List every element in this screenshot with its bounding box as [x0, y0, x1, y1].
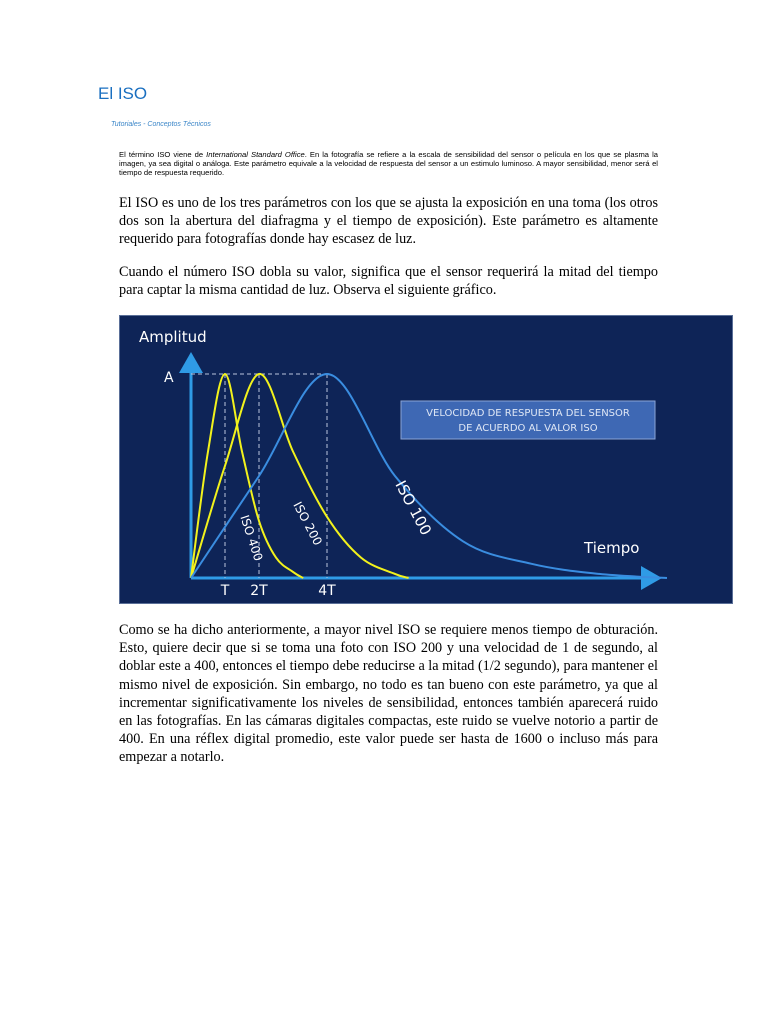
x-tick-label-4t: 4T: [318, 583, 336, 599]
chart-svg: [120, 316, 732, 603]
intro-text-start: El término ISO viene de: [119, 150, 207, 159]
x-tick-label-2t: 2T: [250, 583, 268, 599]
x-axis-label: Tiempo: [584, 539, 640, 557]
page-title: El ISO: [98, 84, 148, 103]
series-label-iso-100: ISO 100: [391, 477, 436, 539]
breadcrumb[interactable]: Tutoriales - Conceptos Técnicos: [111, 121, 211, 128]
y-axis-label: Amplitud: [139, 328, 207, 346]
curve-iso-200: [191, 374, 409, 578]
body-paragraph-1: El ISO es uno de los tres parámetros con los que se ajusta la exposición en una toma (los otros dos son la abertura del diafragma y el tiempo de exposición). Este parámetro es altamente requerido para fotografías donde hay escasez de luz.: [119, 195, 658, 248]
x-tick-label-t: T: [220, 583, 230, 599]
series-label-iso-400: ISO 400: [237, 513, 266, 563]
series-label-iso-200: ISO 200: [290, 499, 325, 548]
intro-paragraph: [119, 150, 658, 177]
legend-text-line-1: VELOCIDAD DE RESPUESTA DEL SENSOR: [426, 408, 630, 419]
intro-text-end: . En la fotografía se refiere a la escala de sensibilidad del sensor o película en los que se plasma la imagen, ya sea digital o análoga. Este parámetro equivale a la velocidad de respuesta del sensor a un estimulo luminoso. A mayor sensibilidad, menor será el tiempo de respuesta requerido.: [119, 150, 658, 177]
amplitude-marker-label: A: [164, 370, 174, 386]
body-paragraph-2: Cuando el número ISO dobla su valor, significa que el sensor requerirá la mitad del tiempo para captar la misma cantidad de luz. Observa el siguiente gráfico.: [119, 264, 658, 299]
iso-response-chart: [119, 315, 733, 604]
legend-text-line-2: DE ACUERDO AL VALOR ISO: [458, 423, 598, 434]
body-paragraph-3: Como se ha dicho anteriormente, a mayor nivel ISO se requiere menos tiempo de obturación. Esto, quiere decir que si se toma una foto con ISO 200 y una velocidad de 1 de segundo, al doblar este a 400, entonces el tiempo debe reducirse a la mitad (1/2 segundo), para mantener el mismo nivel de exposición. Sin embargo, no todo es tan bueno con este parámetro, ya que al incrementar significativamente los niveles de sensibilidad, entonces también aparecerá ruido en las fotografías. En las cámaras digitales compactas, este ruido se vuelve notorio a partir de 400. En una réflex digital promedio, este valor puede ser hasta de 1600 o incluso más para empezar a notarlo.: [119, 622, 658, 766]
intro-text-emphasis: International Standard Office: [206, 150, 305, 159]
